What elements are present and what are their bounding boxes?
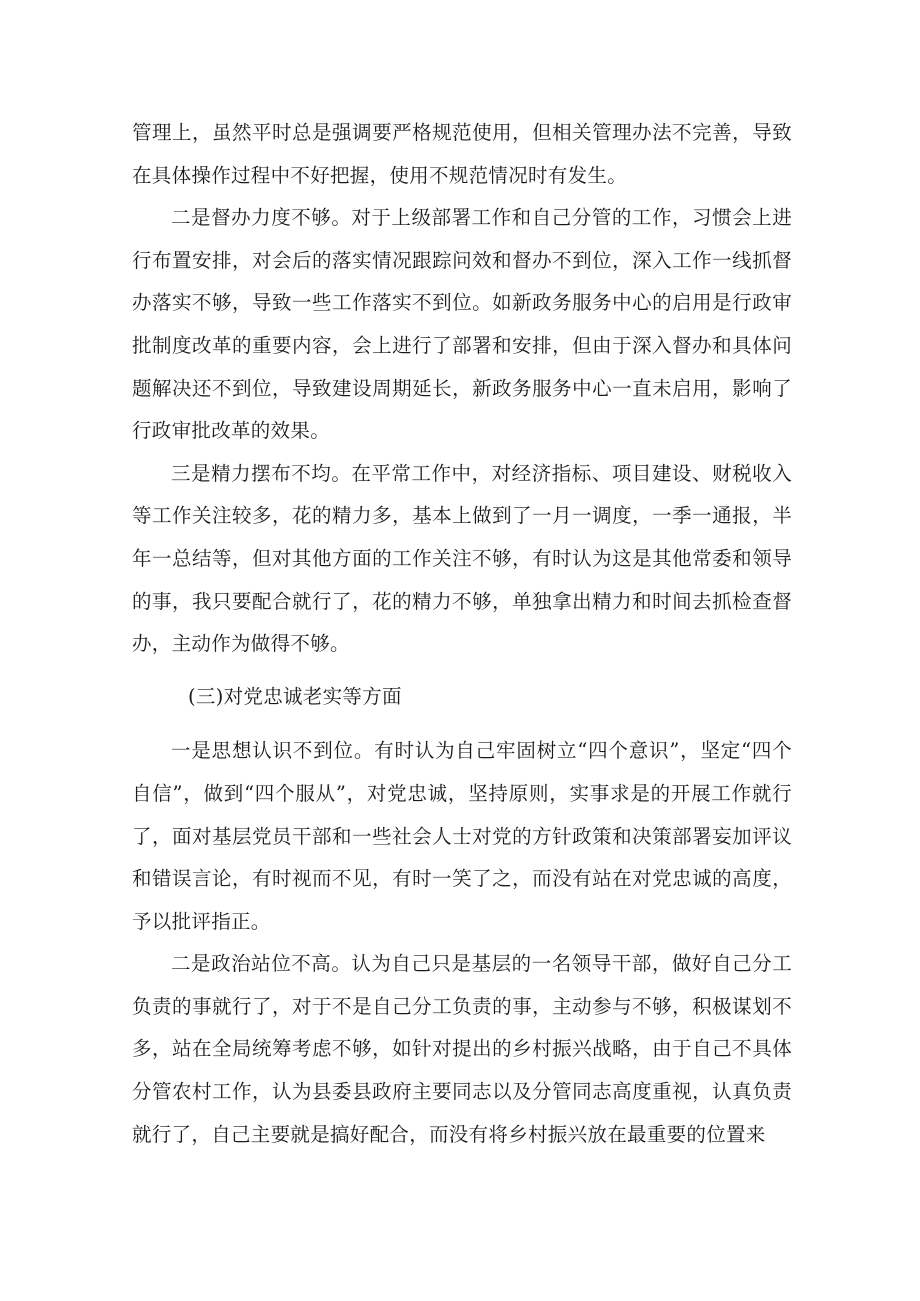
document-body <box>132 112 792 1156</box>
paragraph-political-stance: 二是政治站位不高。认为自己只是基层的一名领导干部，做好自己分工负责的事就行了，对于不是自己分工负责的事，主动参与不够，积极谋划不多，站在全局统筹考虑不够，如针对提出的乡村振兴战略，由于自己不具体分管农村工作，认为县委县政府主要同志以及分管同志高度重视，认真负责就行了，自己主要就是搞好配合，而没有将乡村振兴放在最重要的位置来 <box>132 952 792 1146</box>
paragraph-energy-allocation: 三是精力摆布不均。在平常工作中，对经济指标、项目建设、财税收入等工作关注较多，花的精力多，基本上做到了一月一调度，一季一通报，半年一总结等，但对其他方面的工作关注不够，有时认为这是其他常委和领导的事，我只要配合就行了，花的精力不够，单独拿出精力和时间去抓检查督办，主动作为做得不够。 <box>132 461 792 656</box>
paragraph-ideological-awareness: 一是思想认识不到位。有时认为自己牢固树立“四个意识”，坚定“四个自信”，做到“四个服从”，对党忠诚，坚持原则，实事求是的开展工作就行了，面对基层党员干部和一些社会人士对党的方针政策和决策部署妄加评议和错误言论，有时视而不见，有时一笑了之，而没有站在对党忠诚的高度，予以批评指正。 <box>132 739 792 933</box>
paragraph-continuation: 管理上，虽然平时总是强调要严格规范使用，但相关管理办法不完善，导致在具体操作过程中不好把握，使用不规范情况时有发生。 <box>132 121 792 187</box>
section-heading: (三)对党忠诚老实等方面 <box>188 684 402 708</box>
paragraph-supervision: 二是督办力度不够。对于上级部署工作和自己分管的工作，习惯会上进行布置安排，对会后的落实情况跟踪问效和督办不到位，深入工作一线抓督办落实不够，导致一些工作落实不到位。如新政务服务中心的启用是行政审批制度改革的重要内容，会上进行了部署和安排，但由于深入督办和具体问题解决还不到位，导致建设周期延长，新政务服务中心一直未启用，影响了行政审批改革的效果。 <box>132 206 792 443</box>
